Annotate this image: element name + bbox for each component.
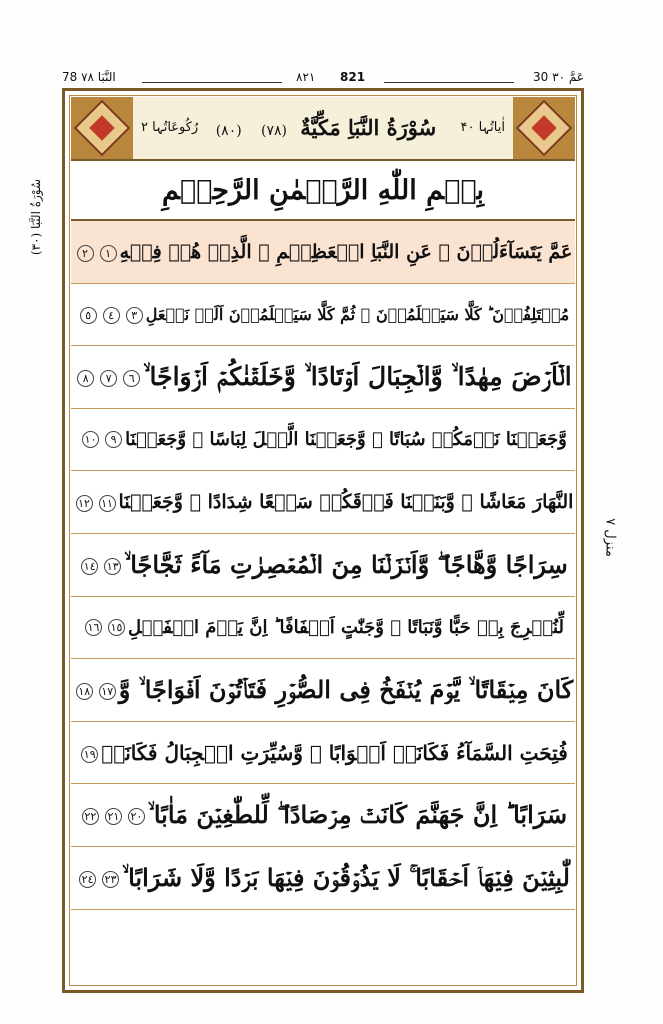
mushaf-page-frame	[62, 88, 584, 993]
ayah-number-marker: ٢٠	[128, 808, 145, 825]
side-note-left	[16, 150, 56, 280]
surah-title-band	[71, 97, 575, 161]
verse-line	[71, 722, 575, 785]
surah-label: 78 النَّبَا ۷۸	[62, 70, 116, 84]
verse-text: لّٰبِثِيۡنَ فِيۡهَاۤ اَحۡقَابًا ۚ لَا يَذُوۡقُوۡنَ فِيۡهَا بَرۡدًا وَّلَا شَرَابًا ۙ	[122, 862, 570, 892]
page-number-arabic: ۸۲۱	[296, 70, 316, 84]
side-note-left-text: (٣٠) سُوْرَةُ النَّبَا	[29, 178, 43, 256]
header-rule	[142, 82, 282, 83]
ayah-number-marker: ٦	[123, 370, 140, 387]
verse-line	[71, 471, 575, 534]
ayah-number-marker: ٥	[80, 307, 97, 324]
verse-line	[71, 659, 575, 722]
verse-line	[71, 847, 575, 910]
verse-line	[71, 784, 575, 847]
verse-text: سَرَابًا ؕ اِنَّ جَهَنَّمَ كَانَتۡ مِرۡصَادًا ۖ لِّلطّٰغِيۡنَ مَاٰبًا ۙ	[147, 800, 568, 830]
manzil-marker	[590, 500, 630, 580]
verse-line	[71, 221, 575, 284]
verse-text: مُخۡتَلِفُوۡنَ ؕ كَلَّا سَيَعۡلَمُوۡنَ ۙ ثُمَّ كَلَّا سَيَعۡلَمُوۡنَ اَلَمۡ نَجۡعَلِ	[145, 304, 570, 324]
bismillah: بِسۡمِ اللّٰهِ الرَّحۡمٰنِ الرَّحِيۡمِ	[71, 163, 575, 221]
page-header	[62, 70, 584, 88]
ayah-number-marker: ٢٢	[82, 808, 99, 825]
ayah-number-marker: ١٠	[82, 431, 99, 448]
verse-text: سِرَاجًا وَّهَّاجًا ۖ وَّاَنۡزَلۡنَا مِنَ الۡمُعۡصِرٰتِ مَآءً ثَجَّاجًا ۙ	[124, 549, 568, 579]
ayah-number-marker: ٢٤	[79, 871, 96, 888]
verse-line	[71, 534, 575, 597]
ayah-number-marker: ٢٣	[102, 871, 119, 888]
verse-text: وَّجَعَلۡنَا نَوۡمَكُمۡ سُبَاتًا ۙ وَّجَعَلۡنَا الَّيۡلَ لِبَاسًا ۙ وَّجَعَلۡنَا	[125, 428, 567, 450]
manzil-text: منزل ٧	[602, 518, 618, 557]
ayah-number-marker: ٢١	[105, 808, 122, 825]
verse-line	[71, 284, 575, 347]
ayah-number-marker: ٧	[100, 370, 117, 387]
ayah-number-marker: ١٦	[85, 619, 102, 636]
verse-lines	[71, 221, 575, 910]
ayah-number-marker: ١٥	[108, 619, 125, 636]
ayah-number-marker: ١٧	[99, 683, 116, 700]
verse-text: عَمَّ يَتَسَآءَلُوۡنَ ۚ عَنِ النَّبَاِ الۡعَظِيۡمِ ۙ الَّذِىۡ هُمۡ فِيۡهِ	[119, 241, 573, 263]
ayah-number-marker: ٩	[105, 431, 122, 448]
revelation-order: (۸۰)	[215, 123, 242, 139]
ayah-number-marker: ٤	[103, 307, 120, 324]
verse-line	[71, 597, 575, 660]
verse-text: الۡاَرۡضَ مِهٰدًا ۙ وَّالۡجِبَالَ اَوۡتَادًا ۙ وَّخَلَقۡنٰكُمۡ اَزۡوَاجًا ۙ	[143, 362, 572, 392]
ayah-number-marker: ١	[100, 245, 117, 262]
ayah-number-marker: ١٤	[81, 558, 98, 575]
ayah-number-marker: ١٢	[76, 495, 93, 512]
ayah-number-marker: ١١	[99, 495, 116, 512]
verse-text: فُتِحَتِ السَّمَآءُ فَكَانَتۡ اَبۡوَابًا ۙ وَّسُيِّرَتِ الۡجِبَالُ فَكَانَتۡ	[101, 740, 568, 765]
ayah-number-marker: ١٩	[81, 746, 98, 763]
surah-name: سُوْرَةُ النَّبَاِ مَكِّيَّةٌ	[300, 115, 437, 140]
ayah-number-marker: ٣	[126, 307, 143, 324]
ayah-number-marker: ١٨	[76, 683, 93, 700]
header-rule	[384, 82, 514, 83]
verse-text: لِّنُخۡرِجَ بِهٖ حَبًّا وَّنَبَاتًا ۙ وَّجَنّٰتٍ اَلۡفَافًا ؕ اِنَّ يَوۡمَ الۡفَصۡلِ	[128, 616, 564, 638]
ayah-number-marker: ٨	[77, 370, 94, 387]
verse-text: كَانَ مِيۡقَاتًا ۙ يَّوۡمَ يُنۡفَخُ فِى الصُّوۡرِ فَتَاۡتُوۡنَ اَفۡوَاجًا ۙ وَّ	[118, 675, 574, 705]
juz-label: 30 عَمَّ ۳۰	[533, 70, 584, 84]
verse-line	[71, 346, 575, 409]
ayah-number-marker: ١٣	[104, 558, 121, 575]
ayah-number-marker: ٢	[77, 245, 94, 262]
surah-number: (۷۸)	[261, 123, 287, 139]
ruku-count: رُکُوعَاتُہا ۲	[141, 120, 199, 135]
verse-line	[71, 409, 575, 472]
verse-text: النَّهَارَ مَعَاشًا ۖ وَّبَنَيۡنَا فَوۡقَكُمۡ سَبۡعًا شِدَادًا ۙ وَّجَعَلۡنَا	[118, 491, 574, 514]
ayat-count: اٰیاتُہا ۴۰	[460, 120, 505, 135]
page-number: 821	[340, 70, 366, 84]
